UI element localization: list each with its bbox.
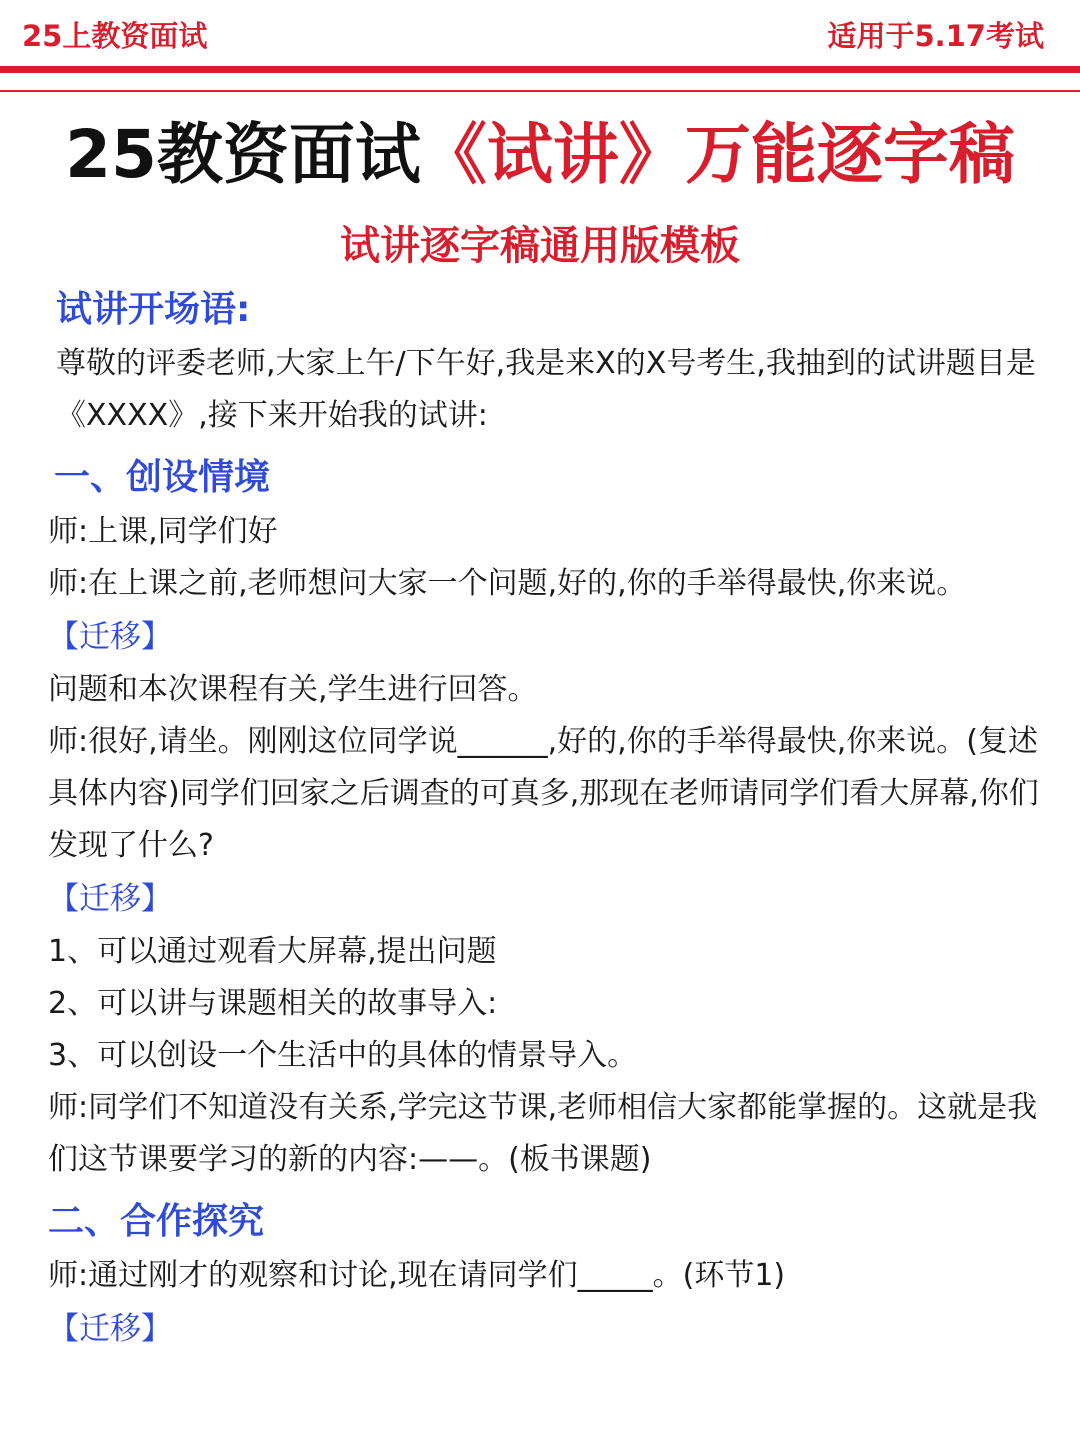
transfer-tag-3: 【迁移】 [48, 1311, 172, 1347]
section-2-heading: 二、合作探究 [48, 1201, 265, 1242]
list-item-3: 3、可以创设一个生活中的具体的情景导入。 [48, 1038, 638, 1073]
section-1-heading: 一、创设情境 [54, 457, 271, 498]
transfer-tag-2: 【迁移】 [48, 881, 172, 917]
s1-line-4: 师:很好,请坐。刚刚这位同学说______,好的,你的手举得最快,你来说。(复述具体内容)同学们回家之后调查的可真多,那现在老师请同学们看大屏幕,你们发现了什么? [48, 724, 1039, 863]
top-bar [0, 0, 1080, 70]
s1-line-5: 师:同学们不知道没有关系,学完这节课,老师相信大家都能掌握的。这就是我们这节课要学习的新的内容:——。(板书课题) [48, 1090, 1038, 1177]
list-item-2: 2、可以讲与课题相关的故事导入: [48, 986, 498, 1021]
opening-text: 尊敬的评委老师,大家上午/下午好,我是来X的X号考生,我抽到的试讲题目是《XXXX》,接下来开始我的试讲: [56, 346, 1036, 433]
title-part-black: 25教资面试 [65, 116, 421, 193]
s1-line-3: 问题和本次课程有关,学生进行回答。 [48, 672, 538, 707]
divider-thin [0, 90, 1080, 92]
transfer-tag-1: 【迁移】 [48, 619, 172, 655]
s2-line-1: 师:通过刚才的观察和讨论,现在请同学们_____。(环节1) [48, 1258, 786, 1293]
s1-line-2: 师:在上课之前,老师想问大家一个问题,好的,你的手举得最快,你来说。 [48, 566, 967, 601]
divider-thick [0, 66, 1080, 73]
title-part-red: 《试讲》万能逐字稿 [420, 116, 1015, 193]
exam-label: 25上教资面试 [22, 19, 208, 53]
script-body [48, 282, 1048, 1356]
list-item-1: 1、可以通过观看大屏幕,提出问题 [48, 934, 497, 969]
s1-line-1: 师:上课,同学们好 [48, 514, 278, 549]
page-title [0, 110, 1080, 200]
page-subtitle: 试讲逐字稿通用版模板 [340, 223, 740, 269]
applicable-exam-label: 适用于5.17考试 [827, 19, 1044, 53]
opening-heading: 试讲开场语: [56, 289, 251, 330]
